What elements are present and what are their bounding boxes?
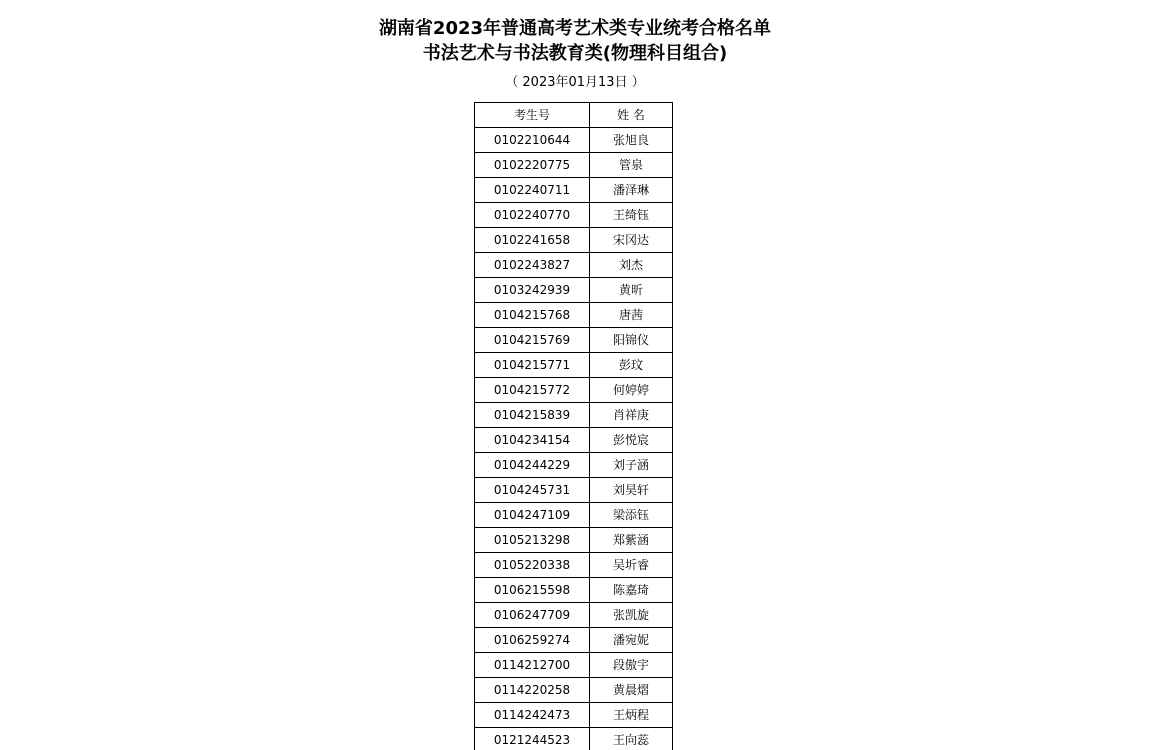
student-name-cell: 黄昕	[590, 278, 673, 303]
student-name-cell: 唐茜	[590, 303, 673, 328]
table-row	[475, 253, 673, 278]
student-name-cell: 潘泽琳	[590, 178, 673, 203]
column-header-name: 姓 名	[590, 103, 673, 128]
table-row	[475, 503, 673, 528]
exam-id-cell: 0103242939	[475, 278, 590, 303]
student-name-cell: 管泉	[590, 153, 673, 178]
exam-id-cell: 0102210644	[475, 128, 590, 153]
page-subtitle: 书法艺术与书法教育类(物理科目组合)	[422, 43, 728, 64]
exam-id-cell: 0102241658	[475, 228, 590, 253]
student-name-cell: 陈嘉琦	[590, 578, 673, 603]
student-name-cell: 宋冈达	[590, 228, 673, 253]
table-row	[475, 628, 673, 653]
student-name-cell: 黄晨熠	[590, 678, 673, 703]
table-row	[475, 728, 673, 750]
exam-id-cell: 0104215839	[475, 403, 590, 428]
table-row	[475, 453, 673, 478]
student-name-cell: 潘宛妮	[590, 628, 673, 653]
student-name-cell: 阳锦仪	[590, 328, 673, 353]
exam-id-cell: 0102240770	[475, 203, 590, 228]
table-row	[475, 353, 673, 378]
exam-id-cell: 0104215769	[475, 328, 590, 353]
qualified-list-table	[474, 102, 673, 750]
table-row	[475, 228, 673, 253]
exam-id-cell: 0102220775	[475, 153, 590, 178]
exam-id-cell: 0104247109	[475, 503, 590, 528]
exam-id-cell: 0106215598	[475, 578, 590, 603]
exam-id-cell: 0104244229	[475, 453, 590, 478]
student-name-cell: 吴圻睿	[590, 553, 673, 578]
student-name-cell: 张旭良	[590, 128, 673, 153]
exam-id-cell: 0104245731	[475, 478, 590, 503]
exam-id-cell: 0121244523	[475, 728, 590, 750]
student-name-cell: 刘杰	[590, 253, 673, 278]
exam-id-cell: 0114220258	[475, 678, 590, 703]
student-name-cell: 何婷婷	[590, 378, 673, 403]
table-row	[475, 428, 673, 453]
table-row	[475, 528, 673, 553]
exam-id-cell: 0105220338	[475, 553, 590, 578]
table-row	[475, 553, 673, 578]
student-name-cell: 王炳程	[590, 703, 673, 728]
publish-date: （ 2023年01月13日 ）	[505, 75, 645, 90]
table-row	[475, 403, 673, 428]
exam-id-cell: 0104215772	[475, 378, 590, 403]
table-row	[475, 278, 673, 303]
exam-id-cell: 0114242473	[475, 703, 590, 728]
table-row	[475, 303, 673, 328]
table-row	[475, 603, 673, 628]
exam-id-cell: 0104215771	[475, 353, 590, 378]
table-row	[475, 153, 673, 178]
student-name-cell: 张凯旋	[590, 603, 673, 628]
student-name-cell: 王绮钰	[590, 203, 673, 228]
exam-id-cell: 0114212700	[475, 653, 590, 678]
table-row	[475, 378, 673, 403]
exam-id-cell: 0106247709	[475, 603, 590, 628]
table-row	[475, 478, 673, 503]
exam-id-cell: 0102240711	[475, 178, 590, 203]
student-name-cell: 彭玟	[590, 353, 673, 378]
exam-id-cell: 0106259274	[475, 628, 590, 653]
student-name-cell: 王向蕊	[590, 728, 673, 750]
exam-id-cell: 0104234154	[475, 428, 590, 453]
student-name-cell: 彭悦宸	[590, 428, 673, 453]
table-row	[475, 328, 673, 353]
student-name-cell: 段傲宇	[590, 653, 673, 678]
table-row	[475, 653, 673, 678]
table-row	[475, 678, 673, 703]
table-row	[475, 578, 673, 603]
table-row	[475, 128, 673, 153]
student-name-cell: 郑紫涵	[590, 528, 673, 553]
page-title: 湖南省2023年普通高考艺术类专业统考合格名单	[378, 18, 772, 39]
table-row	[475, 203, 673, 228]
table-header-row	[475, 103, 673, 128]
student-name-cell: 刘子涵	[590, 453, 673, 478]
student-name-cell: 肖祥庚	[590, 403, 673, 428]
exam-id-cell: 0102243827	[475, 253, 590, 278]
table-row	[475, 703, 673, 728]
table-row	[475, 178, 673, 203]
exam-id-cell: 0105213298	[475, 528, 590, 553]
student-name-cell: 刘昊轩	[590, 478, 673, 503]
column-header-exam-id: 考生号	[475, 103, 590, 128]
student-name-cell: 梁添钰	[590, 503, 673, 528]
exam-id-cell: 0104215768	[475, 303, 590, 328]
